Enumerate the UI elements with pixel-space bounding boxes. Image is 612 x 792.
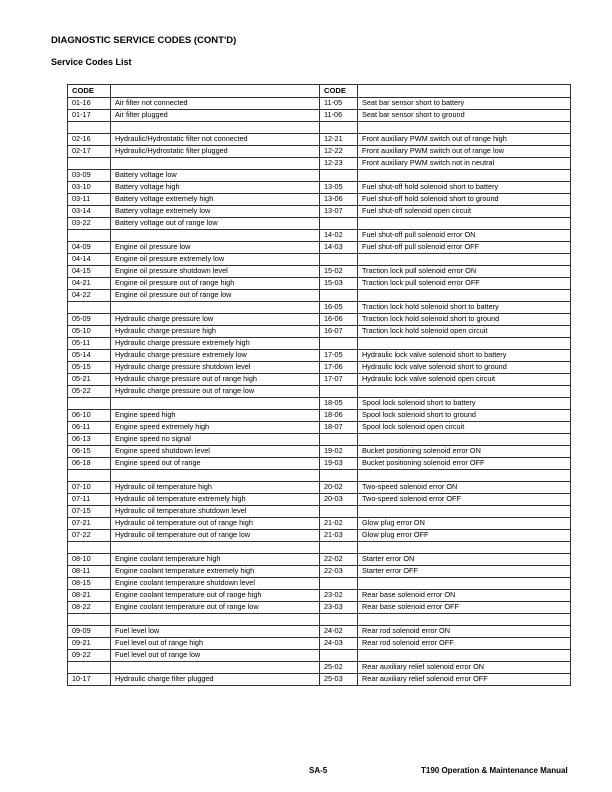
description-right-cell: Fuel shut-off pull solenoid error OFF <box>358 242 571 254</box>
code-right-cell: 12-21 <box>320 134 358 146</box>
table-row <box>68 566 571 578</box>
code-left-cell: 05-15 <box>68 362 111 374</box>
table-row <box>68 266 571 278</box>
description-right-cell: Rear rod solenoid error ON <box>358 626 571 638</box>
code-right-cell: 14-02 <box>320 230 358 242</box>
description-left-cell <box>111 230 320 242</box>
description-right-cell: Fuel shut-off hold solenoid short to battery <box>358 182 571 194</box>
code-left-cell: 02-16 <box>68 134 111 146</box>
header-description-left <box>111 85 320 98</box>
description-right-cell <box>358 218 571 230</box>
table-row <box>68 602 571 614</box>
code-left-cell: 05-11 <box>68 338 111 350</box>
description-right-cell: Front auxiliary PWM switch out of range high <box>358 134 571 146</box>
code-left-cell: 08-10 <box>68 554 111 566</box>
table-row <box>68 170 571 182</box>
code-left-cell <box>68 662 111 674</box>
table-row <box>68 254 571 266</box>
description-right-cell: Seat bar sensor short to battery <box>358 98 571 110</box>
description-right-cell: Bucket positioning solenoid error ON <box>358 446 571 458</box>
description-right-cell <box>358 506 571 518</box>
table-row <box>68 242 571 254</box>
table-row <box>68 410 571 422</box>
code-left-cell <box>68 470 111 482</box>
table-row <box>68 422 571 434</box>
code-right-cell: 12-22 <box>320 146 358 158</box>
code-right-cell: 15-02 <box>320 266 358 278</box>
description-right-cell: Traction lock hold solenoid short to ground <box>358 314 571 326</box>
description-left-cell: Engine coolant temperature high <box>111 554 320 566</box>
description-right-cell: Two-speed solenoid error OFF <box>358 494 571 506</box>
description-left-cell: Air filter plugged <box>111 110 320 122</box>
code-right-cell <box>320 170 358 182</box>
description-right-cell <box>358 338 571 350</box>
code-right-cell: 18-06 <box>320 410 358 422</box>
description-left-cell: Battery voltage extremely low <box>111 206 320 218</box>
description-left-cell: Hydraulic charge pressure out of range low <box>111 386 320 398</box>
code-left-cell: 08-11 <box>68 566 111 578</box>
code-left-cell: 05-21 <box>68 374 111 386</box>
code-right-cell: 17-07 <box>320 374 358 386</box>
table-row <box>68 626 571 638</box>
code-left-cell: 01-17 <box>68 110 111 122</box>
description-left-cell: Hydraulic/Hydrostatic filter plugged <box>111 146 320 158</box>
code-left-cell: 06-10 <box>68 410 111 422</box>
code-right-cell <box>320 218 358 230</box>
description-left-cell: Battery voltage high <box>111 182 320 194</box>
description-right-cell: Traction lock pull solenoid error OFF <box>358 278 571 290</box>
code-right-cell <box>320 650 358 662</box>
description-right-cell: Seat bar sensor short to ground <box>358 110 571 122</box>
code-right-cell: 13-07 <box>320 206 358 218</box>
table-row <box>68 314 571 326</box>
description-right-cell: Hydraulic lock valve solenoid short to battery <box>358 350 571 362</box>
code-right-cell: 23-03 <box>320 602 358 614</box>
description-right-cell: Starter error OFF <box>358 566 571 578</box>
code-left-cell: 05-14 <box>68 350 111 362</box>
description-left-cell <box>111 398 320 410</box>
code-right-cell <box>320 542 358 554</box>
code-right-cell: 11-05 <box>320 98 358 110</box>
table-row <box>68 134 571 146</box>
description-left-cell: Engine oil pressure out of range low <box>111 290 320 302</box>
code-right-cell: 21-03 <box>320 530 358 542</box>
description-right-cell <box>358 290 571 302</box>
description-right-cell <box>358 170 571 182</box>
code-right-cell: 22-02 <box>320 554 358 566</box>
table-row <box>68 470 571 482</box>
description-left-cell: Engine coolant temperature extremely high <box>111 566 320 578</box>
code-right-cell: 16-05 <box>320 302 358 314</box>
description-left-cell: Air filter not connected <box>111 98 320 110</box>
code-left-cell: 04-14 <box>68 254 111 266</box>
code-right-cell <box>320 122 358 134</box>
code-right-cell <box>320 578 358 590</box>
description-left-cell: Engine coolant temperature shutdown level <box>111 578 320 590</box>
description-right-cell: Spool lock solenoid open circuit <box>358 422 571 434</box>
description-left-cell: Engine coolant temperature out of range high <box>111 590 320 602</box>
code-left-cell <box>68 542 111 554</box>
code-right-cell <box>320 338 358 350</box>
code-left-cell: 08-21 <box>68 590 111 602</box>
code-right-cell: 12-23 <box>320 158 358 170</box>
header-code-left: CODE <box>68 85 111 98</box>
code-right-cell: 19-02 <box>320 446 358 458</box>
description-right-cell: Glow plug error ON <box>358 518 571 530</box>
table-row <box>68 662 571 674</box>
table-row <box>68 590 571 602</box>
description-left-cell: Engine speed no signal <box>111 434 320 446</box>
code-right-cell: 19-03 <box>320 458 358 470</box>
code-right-cell <box>320 290 358 302</box>
code-left-cell: 06-13 <box>68 434 111 446</box>
table-row <box>68 578 571 590</box>
description-left-cell: Engine oil pressure low <box>111 242 320 254</box>
table-row <box>68 446 571 458</box>
description-left-cell: Hydraulic oil temperature high <box>111 482 320 494</box>
code-left-cell: 03-22 <box>68 218 111 230</box>
code-right-cell: 11-06 <box>320 110 358 122</box>
table-row <box>68 638 571 650</box>
table-row <box>68 518 571 530</box>
table-row <box>68 98 571 110</box>
table-row <box>68 230 571 242</box>
description-left-cell <box>111 662 320 674</box>
table-row <box>68 302 571 314</box>
code-left-cell <box>68 158 111 170</box>
header-code-right: CODE <box>320 85 358 98</box>
code-left-cell: 06-15 <box>68 446 111 458</box>
table-row <box>68 110 571 122</box>
description-right-cell <box>358 434 571 446</box>
description-left-cell: Battery voltage out of range low <box>111 218 320 230</box>
table-row <box>68 650 571 662</box>
description-left-cell: Fuel level out of range low <box>111 650 320 662</box>
code-left-cell: 07-15 <box>68 506 111 518</box>
code-left-cell: 03-10 <box>68 182 111 194</box>
description-right-cell: Starter error ON <box>358 554 571 566</box>
code-right-cell: 17-05 <box>320 350 358 362</box>
code-right-cell <box>320 386 358 398</box>
table-row <box>68 206 571 218</box>
code-left-cell: 06-11 <box>68 422 111 434</box>
description-left-cell <box>111 470 320 482</box>
description-left-cell: Engine coolant temperature out of range low <box>111 602 320 614</box>
code-left-cell: 10-17 <box>68 674 111 686</box>
description-left-cell: Battery voltage low <box>111 170 320 182</box>
description-right-cell: Rear base solenoid error OFF <box>358 602 571 614</box>
code-right-cell: 21-02 <box>320 518 358 530</box>
description-left-cell: Battery voltage extremely high <box>111 194 320 206</box>
description-left-cell: Hydraulic oil temperature shutdown level <box>111 506 320 518</box>
code-left-cell: 07-10 <box>68 482 111 494</box>
description-right-cell: Rear base solenoid error ON <box>358 590 571 602</box>
code-right-cell: 13-05 <box>320 182 358 194</box>
code-right-cell: 17-06 <box>320 362 358 374</box>
description-left-cell <box>111 122 320 134</box>
description-left-cell: Engine speed shutdown level <box>111 446 320 458</box>
code-right-cell: 14-03 <box>320 242 358 254</box>
description-left-cell: Engine oil pressure extremely low <box>111 254 320 266</box>
table-row <box>68 326 571 338</box>
table-row <box>68 482 571 494</box>
code-left-cell: 04-09 <box>68 242 111 254</box>
description-left-cell <box>111 542 320 554</box>
code-left-cell: 01-16 <box>68 98 111 110</box>
description-left-cell <box>111 302 320 314</box>
code-left-cell: 03-11 <box>68 194 111 206</box>
code-left-cell: 07-21 <box>68 518 111 530</box>
table-row <box>68 530 571 542</box>
code-right-cell: 18-05 <box>320 398 358 410</box>
code-right-cell: 24-03 <box>320 638 358 650</box>
code-left-cell: 07-11 <box>68 494 111 506</box>
description-left-cell: Hydraulic charge pressure high <box>111 326 320 338</box>
description-left-cell: Engine speed extremely high <box>111 422 320 434</box>
code-left-cell: 08-22 <box>68 602 111 614</box>
description-right-cell <box>358 542 571 554</box>
code-left-cell: 06-18 <box>68 458 111 470</box>
table-row <box>68 338 571 350</box>
table-row <box>68 122 571 134</box>
code-left-cell: 04-22 <box>68 290 111 302</box>
code-left-cell: 09-21 <box>68 638 111 650</box>
description-right-cell: Rear auxiliary relief solenoid error OFF <box>358 674 571 686</box>
table-row <box>68 194 571 206</box>
description-left-cell: Hydraulic oil temperature out of range high <box>111 518 320 530</box>
page-title: DIAGNOSTIC SERVICE CODES (CONT'D) <box>51 35 237 46</box>
description-left-cell: Fuel level out of range high <box>111 638 320 650</box>
code-right-cell <box>320 614 358 626</box>
table-row <box>68 218 571 230</box>
code-left-cell: 07-22 <box>68 530 111 542</box>
description-left-cell: Engine speed high <box>111 410 320 422</box>
table-row <box>68 614 571 626</box>
code-left-cell: 03-14 <box>68 206 111 218</box>
code-right-cell: 25-02 <box>320 662 358 674</box>
description-left-cell: Hydraulic charge pressure extremely low <box>111 350 320 362</box>
description-right-cell <box>358 614 571 626</box>
service-codes-table-body <box>68 85 571 686</box>
description-right-cell <box>358 578 571 590</box>
table-header-row <box>68 85 571 98</box>
code-left-cell: 09-22 <box>68 650 111 662</box>
code-left-cell <box>68 122 111 134</box>
description-left-cell: Hydraulic oil temperature out of range low <box>111 530 320 542</box>
description-left-cell: Hydraulic charge filter plugged <box>111 674 320 686</box>
code-left-cell: 05-22 <box>68 386 111 398</box>
code-left-cell: 03-09 <box>68 170 111 182</box>
description-right-cell <box>358 386 571 398</box>
code-right-cell <box>320 434 358 446</box>
description-right-cell: Fuel shut-off solenoid open circuit <box>358 206 571 218</box>
table-row <box>68 374 571 386</box>
description-left-cell: Engine speed out of range <box>111 458 320 470</box>
description-right-cell: Front auxiliary PWM switch out of range low <box>358 146 571 158</box>
code-left-cell: 04-15 <box>68 266 111 278</box>
table-row <box>68 542 571 554</box>
description-right-cell <box>358 254 571 266</box>
table-row <box>68 350 571 362</box>
description-right-cell: Hydraulic lock valve solenoid short to ground <box>358 362 571 374</box>
code-left-cell: 05-09 <box>68 314 111 326</box>
table-row <box>68 182 571 194</box>
table-row <box>68 398 571 410</box>
code-right-cell: 16-07 <box>320 326 358 338</box>
description-right-cell: Fuel shut-off hold solenoid short to ground <box>358 194 571 206</box>
description-right-cell: Spool lock solenoid short to ground <box>358 410 571 422</box>
code-left-cell <box>68 230 111 242</box>
description-left-cell <box>111 614 320 626</box>
table-row <box>68 554 571 566</box>
description-right-cell: Spool lock solenoid short to battery <box>358 398 571 410</box>
table-row <box>68 494 571 506</box>
description-right-cell: Rear auxiliary relief solenoid error ON <box>358 662 571 674</box>
table-row <box>68 458 571 470</box>
table-row <box>68 386 571 398</box>
table-row <box>68 434 571 446</box>
code-right-cell: 23-02 <box>320 590 358 602</box>
code-right-cell: 13-06 <box>320 194 358 206</box>
description-right-cell: Fuel shut-off pull solenoid error ON <box>358 230 571 242</box>
description-left-cell: Engine oil pressure out of range high <box>111 278 320 290</box>
code-left-cell <box>68 614 111 626</box>
code-left-cell <box>68 302 111 314</box>
description-left-cell: Hydraulic charge pressure out of range high <box>111 374 320 386</box>
table-row <box>68 362 571 374</box>
description-left-cell: Hydraulic charge pressure extremely high <box>111 338 320 350</box>
description-left-cell: Hydraulic charge pressure low <box>111 314 320 326</box>
description-right-cell: Traction lock pull solenoid error ON <box>358 266 571 278</box>
description-left-cell <box>111 158 320 170</box>
description-right-cell <box>358 470 571 482</box>
description-left-cell: Hydraulic/Hydrostatic filter not connected <box>111 134 320 146</box>
table-row <box>68 290 571 302</box>
code-right-cell: 20-02 <box>320 482 358 494</box>
description-left-cell: Fuel level low <box>111 626 320 638</box>
table-row <box>68 674 571 686</box>
table-row <box>68 158 571 170</box>
description-right-cell: Traction lock hold solenoid short to battery <box>358 302 571 314</box>
code-right-cell: 24-02 <box>320 626 358 638</box>
description-right-cell: Two-speed solenoid error ON <box>358 482 571 494</box>
code-right-cell <box>320 254 358 266</box>
header-description-right <box>358 85 571 98</box>
description-left-cell: Hydraulic oil temperature extremely high <box>111 494 320 506</box>
table-row <box>68 278 571 290</box>
section-subtitle: Service Codes List <box>51 57 132 67</box>
code-right-cell: 16-06 <box>320 314 358 326</box>
description-right-cell: Traction lock hold solenoid open circuit <box>358 326 571 338</box>
code-left-cell <box>68 398 111 410</box>
description-left-cell: Engine oil pressure shutdown level <box>111 266 320 278</box>
footer-manual-title: T190 Operation & Maintenance Manual <box>421 766 568 775</box>
code-right-cell: 15-03 <box>320 278 358 290</box>
description-right-cell <box>358 650 571 662</box>
code-left-cell: 05-10 <box>68 326 111 338</box>
code-left-cell: 09-09 <box>68 626 111 638</box>
code-left-cell: 02-17 <box>68 146 111 158</box>
description-right-cell: Rear rod solenoid error OFF <box>358 638 571 650</box>
description-left-cell: Hydraulic charge pressure shutdown level <box>111 362 320 374</box>
code-right-cell <box>320 470 358 482</box>
description-right-cell <box>358 122 571 134</box>
code-right-cell: 18-07 <box>320 422 358 434</box>
code-left-cell: 08-15 <box>68 578 111 590</box>
code-right-cell: 22-03 <box>320 566 358 578</box>
description-right-cell: Front auxiliary PWM switch not in neutral <box>358 158 571 170</box>
table-row <box>68 146 571 158</box>
code-right-cell: 20-03 <box>320 494 358 506</box>
code-left-cell: 04-21 <box>68 278 111 290</box>
table-row <box>68 506 571 518</box>
code-right-cell <box>320 506 358 518</box>
code-right-cell: 25-03 <box>320 674 358 686</box>
description-right-cell: Hydraulic lock valve solenoid open circuit <box>358 374 571 386</box>
description-right-cell: Bucket positioning solenoid error OFF <box>358 458 571 470</box>
footer-page-number: SA-5 <box>309 766 328 775</box>
description-right-cell: Glow plug error OFF <box>358 530 571 542</box>
service-codes-table <box>67 84 571 686</box>
